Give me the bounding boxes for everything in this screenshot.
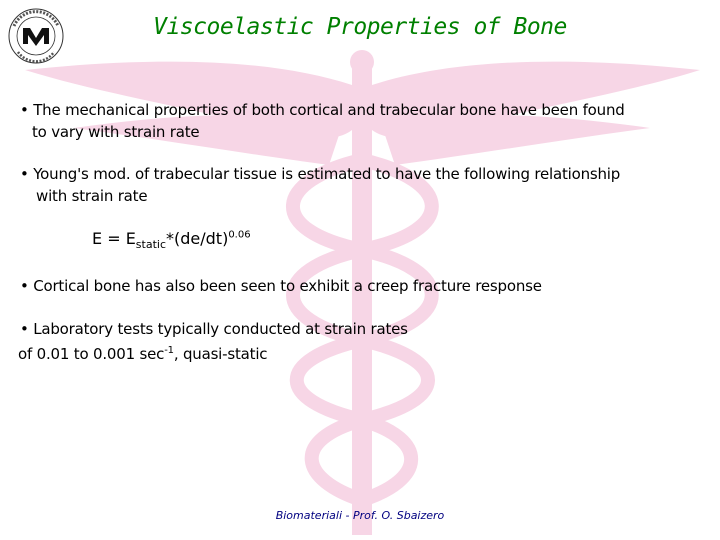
formula-exponent: 0.06	[228, 229, 251, 241]
youngs-modulus-formula	[92, 229, 251, 251]
bullet-strain-rate	[20, 99, 625, 143]
rates-suffix: , quasi-static	[173, 345, 268, 363]
formula-subscript: static	[135, 238, 166, 252]
formula-lhs: E = E	[92, 229, 136, 248]
bullet-line: • The mechanical properties of both cortical and trabecular bone have been found	[20, 101, 625, 119]
bullet-line: • Laboratory tests typically conducted at strain rates	[20, 320, 408, 338]
bullet-laboratory-tests	[20, 318, 408, 365]
bullet-line: with strain rate	[36, 187, 148, 205]
rates-exponent: -1	[164, 345, 174, 356]
formula-rate: *(de/dt)	[166, 229, 229, 248]
bullet-youngs-modulus	[20, 163, 620, 207]
slide-footer: Biomateriali - Prof. O. Sbaizero	[275, 509, 445, 522]
bullet-line: • Young's mod. of trabecular tissue is estimated to have the following relationship	[20, 165, 621, 183]
slide-title: Viscoelastic Properties of Bone	[153, 14, 567, 40]
rates-text: of 0.01 to 0.001 sec	[18, 345, 165, 363]
bullet-line: to vary with strain rate	[32, 123, 200, 141]
bullet-line: • Cortical bone has also been seen to exhibit a creep fracture response	[20, 277, 542, 295]
bullet-creep-fracture	[20, 275, 542, 297]
bullet-line-rates	[18, 340, 408, 365]
